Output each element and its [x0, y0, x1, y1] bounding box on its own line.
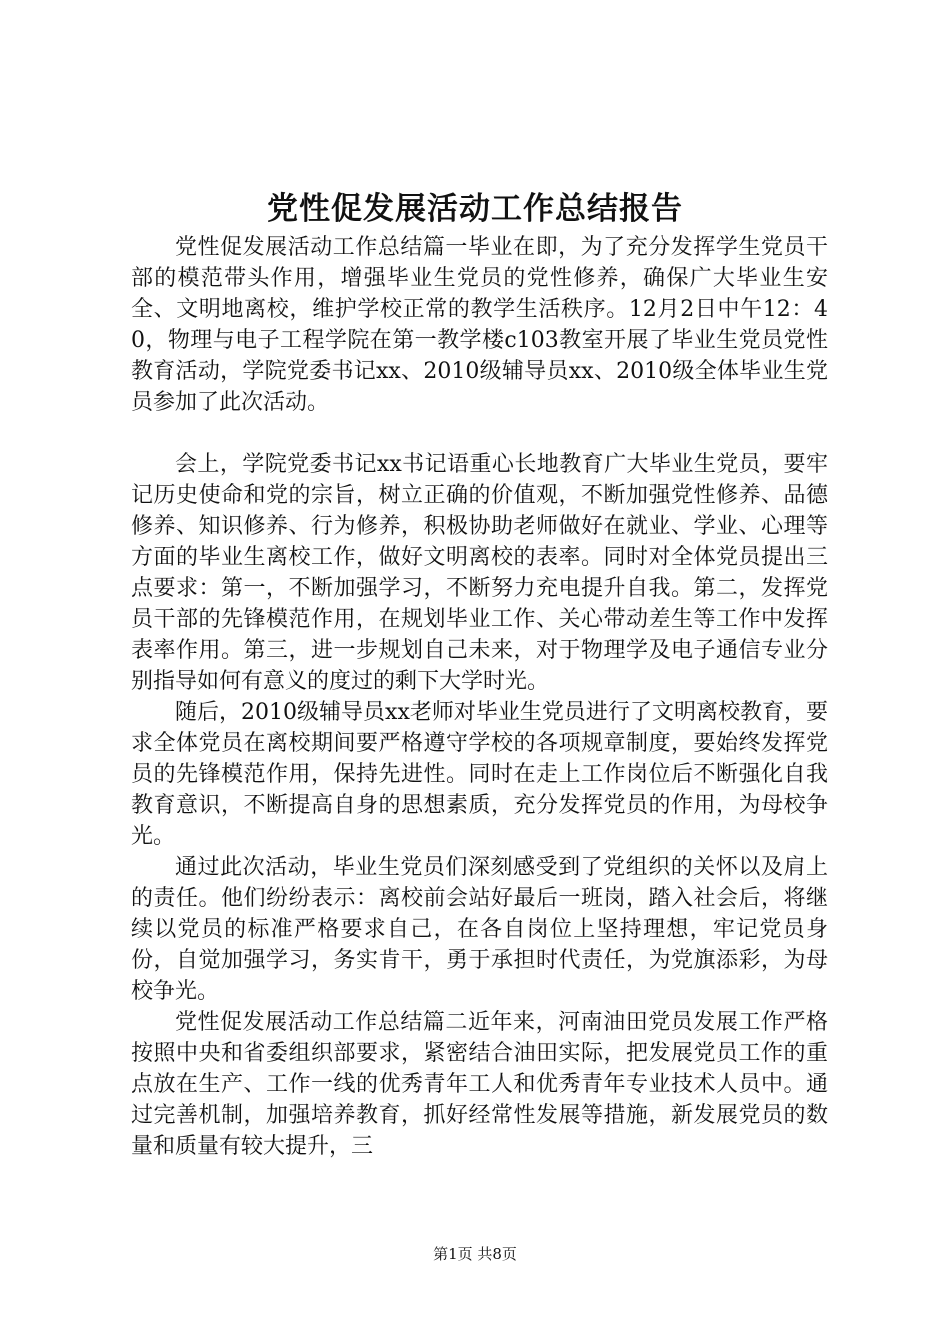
paragraph-4: 通过此次活动，毕业生党员们深刻感受到了党组织的关怀以及肩上的责任。他们纷纷表示：离校前会站好最后一班岗，踏入社会后，将继续以党员的标准严格要求自己，在各自岗位上坚持理想，牢记党员身份，自觉加强学习，务实肯干，勇于承担时代责任，为党旗添彩，为母校争光。 — [131, 855, 828, 1004]
paragraph-3: 随后，2010级辅导员xx老师对毕业生党员进行了文明离校教育，要求全体党员在离校期间要严格遵守学校的各项规章制度，要始终发挥党员的先锋模范作用，保持先进性。同时在走上工作岗位后不断强化自我教育意识，不断提高自身的思想素质，充分发挥党员的作用，为母校争光。 — [131, 700, 828, 849]
paragraph-1: 党性促发展活动工作总结篇一毕业在即，为了充分发挥学生党员干部的模范带头作用，增强毕业生党员的党性修养，确保广大毕业生安全、文明地离校，维护学校正常的教学生活秩序。12月2日中午12：40，物理与电子工程学院在第一教学楼c103教室开展了毕业生党员党性教育活动，学院党委书记xx、2010级辅导员xx、2010级全体毕业生党员参加了此次活动。 — [131, 235, 828, 415]
paragraph-2: 会上，学院党委书记xx书记语重心长地教育广大毕业生党员，要牢记历史使命和党的宗旨，树立正确的价值观，不断加强党性修养、品德修养、知识修养、行为修养，积极协助老师做好在就业、学业、心理等方面的毕业生离校工作，做好文明离校的表率。同时对全体党员提出三点要求：第一，不断加强学习，不断努力充电提升自我。第二，发挥党员干部的先锋模范作用，在规划毕业工作、关心带动差生等工作中发挥表率作用。第三，进一步规划自己未来，对于物理学及电子通信专业分别指导如何有意义的度过的剩下大学时光。 — [131, 452, 828, 694]
document-title: 党性促发展活动工作总结报告 — [267, 191, 683, 227]
page-number-footer: 第1页 共8页 — [433, 1245, 517, 1263]
document-body — [131, 232, 828, 1162]
paragraph-5: 党性促发展活动工作总结篇二近年来，河南油田党员发展工作严格按照中央和省委组织部要求，紧密结合油田实际，把发展党员工作的重点放在生产、工作一线的优秀青年工人和优秀青年专业技术人员中。通过完善机制，加强培养教育，抓好经常性发展等措施，新发展党员的数量和质量有较大提升，三 — [131, 1010, 828, 1159]
